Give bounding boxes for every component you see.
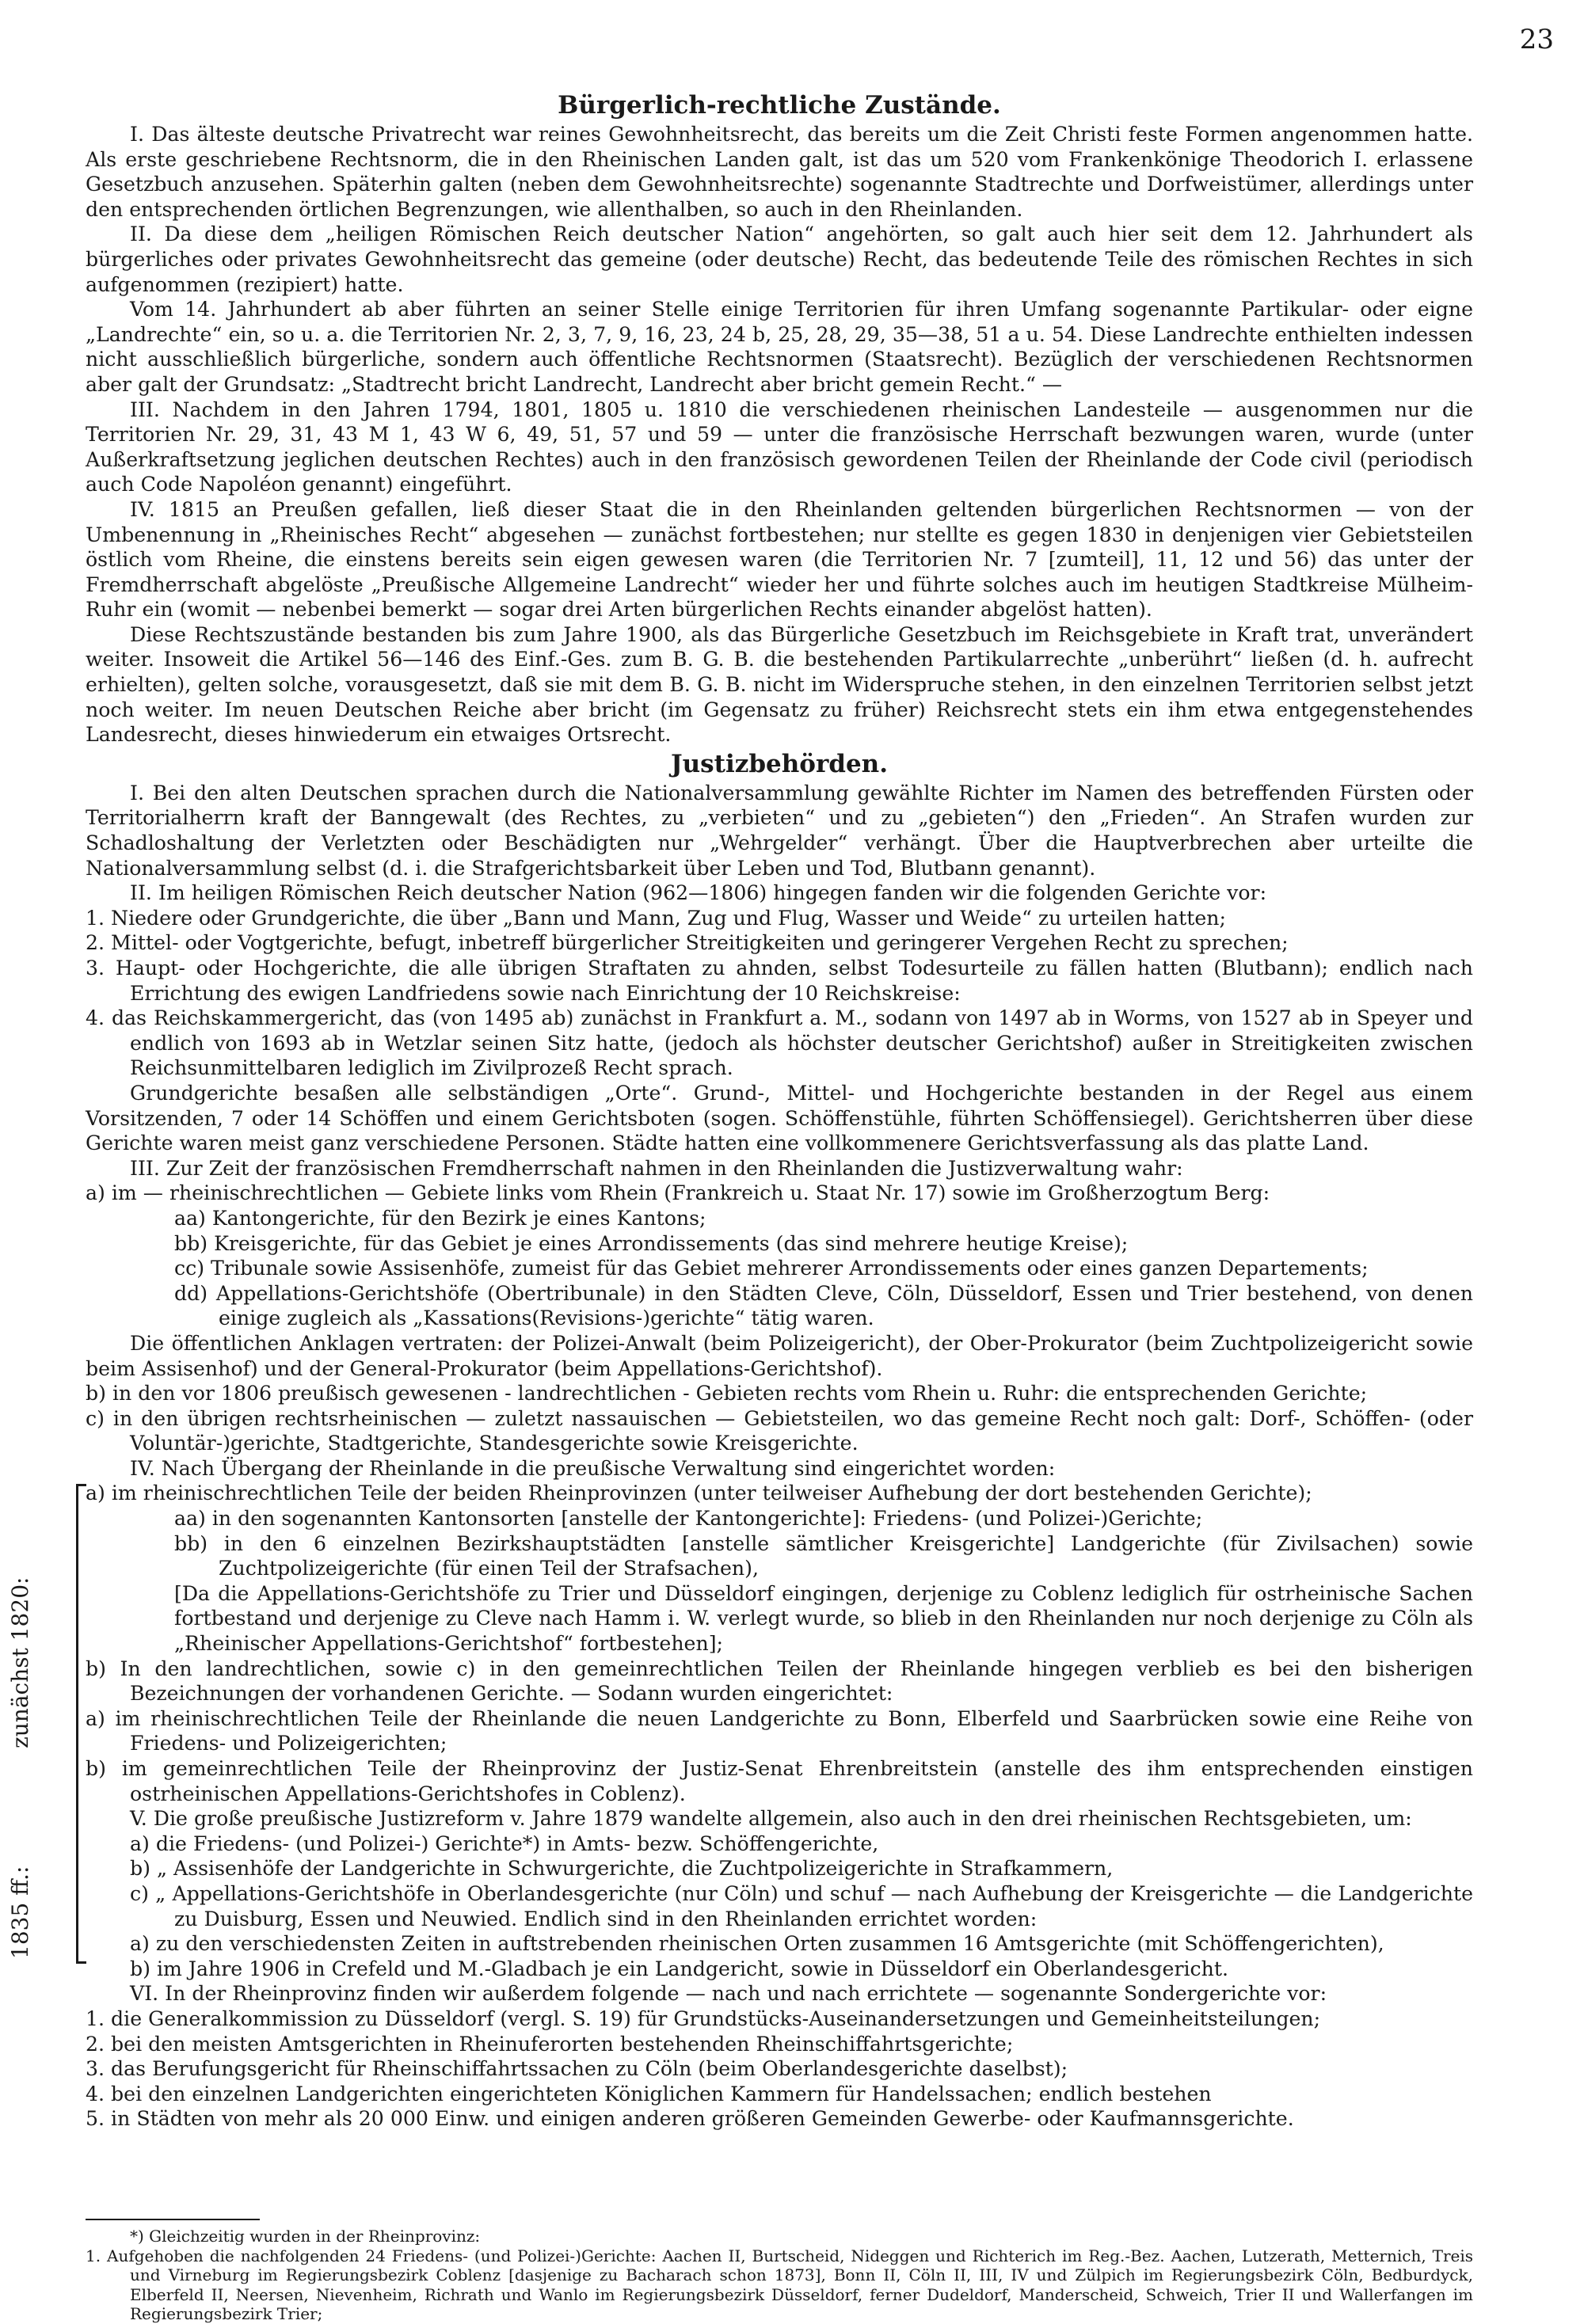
list-item: 2. Mittel- oder Vogtgerichte, befugt, inbetreff bürgerlicher Streitigkeiten und geringerer Vergehen Recht zu sprechen; bbox=[86, 931, 1289, 955]
list-item: b) In den landrechtlichen, sowie c) in den gemeinrechtlichen Teilen der Rheinlande hingegen verblieb es bei den bisherigen Bezeichnungen der vorhandenen Gerichte. — Sodann wurden eingerichtet: bbox=[86, 1656, 1473, 1706]
list-item: 5. in Städten von mehr als 20 000 Einw. und einigen anderen größeren Gemeinden Gewerbe- oder Kaufmannsgerichte. bbox=[86, 2107, 1294, 2131]
footnote-rule bbox=[86, 2219, 260, 2220]
footnote-star: *) Gleichzeitig wurden in der Rheinprovinz: bbox=[130, 2227, 481, 2246]
list-item: a) im rheinischrechtlichen Teile der beiden Rheinprovinzen (unter teilweiser Aufhebung der dort bestehenden Gerichte); bbox=[86, 1482, 1312, 1505]
paragraph: II. Im heiligen Römischen Reich deutscher Nation (962—1806) hingegen fanden wir die folgenden Gerichte vor: bbox=[130, 881, 1267, 905]
list-item: b) „ Assisenhöfe der Landgerichte in Schwurgerichte, die Zuchtpolizeigerichte in Strafkammern, bbox=[130, 1857, 1114, 1881]
heading-justizbehoerden: Justizbehörden. bbox=[670, 749, 889, 778]
footnote-item: 1. Aufgehoben die nachfolgenden 24 Friedens- (und Polizei-)Gerichte: Aachen II, Burtscheid, Nideggen und Richterich im Reg.-Bez. Aachen, Lutzerath, Metternich, Treis und Virneburg im Regierungsbezirk Coblenz [dasjenige zu Bacharach schon 1873], Bonn II, Cöln II, III, IV und Zülpich im Regierungsbezirk Cöln, Bedburdyck, Elberfeld II, Neersen, Nievenheim, Richrath und Wanlo im Regierungsbezirk Düsseldorf, ferner Dudeldorf, Manderscheid, Schweich, Trier II und Wallerfangen im Regierungsbezirk Trier; bbox=[86, 2246, 1473, 2323]
paragraph: Die öffentlichen Anklagen vertraten: der Polizei-Anwalt (beim Polizeigericht), der Ober-Prokurator (beim Zuchtpolizeigericht sowie beim Assisenhof) und der General-Prokurator (beim Appellations-Gerichtshof). bbox=[86, 1331, 1473, 1380]
list-item: 4. das Reichskammergericht, das (von 1495 ab) zunächst in Frankfurt a. M., sodann von 1497 ab in Worms, von 1527 ab in Speyer und endlich von 1693 ab in Wetzlar seinen Sitz hatte, (jedoch als höchster deutscher Gerichtshof) außer in Streitigkeiten zwischen Reichsunmittelbaren lediglich im Zivilprozeß Recht sprach. bbox=[86, 1006, 1473, 1080]
paragraph: I. Bei den alten Deutschen sprachen durch die Nationalversammlung gewählte Richter im Namen des betreffenden Fürsten oder Territorialherrn kraft der Banngewalt (des Rechtes, zu „verbieten“ und zu „gebieten“) den „Frieden“. An Strafen wurden zur Schadloshaltung der Verletzten oder Beschädigten nur „Wehrgelder“ verhängt. Über die Hauptverbrechen aber urteilte die Nationalversammlung selbst (d. i. die Strafgerichtsbarkeit über Leben und Tod, Blutbann genannt). bbox=[86, 781, 1473, 880]
paragraph: V. Die große preußische Justizreform v. Jahre 1879 wandelte allgemein, also auch in den drei rheinischen Rechtsgebieten, um: bbox=[130, 1807, 1412, 1831]
list-item: c) „ Appellations-Gerichtshöfe in Oberlandesgerichte (nur Cöln) und schuf — nach Aufhebung der Kreisgerichte — die Landgerichte zu Duisburg, Essen und Neuwied. Endlich sind in den Rheinlanden errichtet worden: bbox=[130, 1881, 1473, 1930]
paragraph: III. Nachdem in den Jahren 1794, 1801, 1805 u. 1810 die verschiedenen rheinischen Landesteile — ausgenommen nur die Territorien Nr. 29, 31, 43 M 1, 43 W 6, 49, 51, 57 und 59 — unter die französische Herrschaft bezwungen waren, wurde (unter Außerkraftsetzung jeglichen deutschen Rechtes) auch in den französisch gewordenen Teilen der Rheinlande der Code civil (periodisch auch Code Napoléon genannt) eingeführt. bbox=[86, 397, 1473, 496]
list-item: a) zu den verschiedensten Zeiten in auftstrebenden rheinischen Orten zusammen 16 Amtsgerichte (mit Schöffengerichten), bbox=[130, 1932, 1384, 1956]
list-item: aa) in den sogenannten Kantonsorten [anstelle der Kantongerichte]: Friedens- (und Polizei-)Gerichte; bbox=[174, 1507, 1203, 1531]
list-item: 3. Haupt- oder Hochgerichte, die alle übrigen Straftaten zu ahnden, selbst Todesurteile zu fällen hatten (Blutbann); endlich nach Errichtung des ewigen Landfriedens sowie nach Einrichtung der 10 Reichskreise: bbox=[86, 957, 1473, 1005]
page-number: 23 bbox=[1519, 24, 1554, 55]
list-item: 2. bei den meisten Amtsgerichten in Rheinuferorten bestehenden Rheinschiffahrtsgerichte; bbox=[86, 2032, 1014, 2056]
paragraph: III. Zur Zeit der französischen Fremdherrschaft nahmen in den Rheinlanden die Justizverwaltung wahr: bbox=[130, 1156, 1183, 1180]
list-item: a) im rheinischrechtlichen Teile der Rheinlande die neuen Landgerichte zu Bonn, Elberfeld und Saarbrücken sowie eine Reihe von Friedens- und Polizeigerichten; bbox=[86, 1706, 1473, 1755]
side-label-1835: 1835 ff.: bbox=[7, 1866, 33, 1960]
list-item: dd) Appellations-Gerichtshöfe (Obertribunale) in den Städten Cleve, Cöln, Düsseldorf, Essen und Trier bestehend, von denen einige zugleich als „Kassations(Revisions-)gerichte“ tätig waren. bbox=[174, 1281, 1473, 1330]
list-item: bb) in den 6 einzelnen Bezirkshauptstädten [anstelle sämtlicher Kreisgerichte] Landgerichte (für Zivilsachen) sowie Zuchtpolizeigerichte (für einen Teil der Strafsachen), bbox=[174, 1531, 1473, 1580]
paragraph: Grundgerichte besaßen alle selbständigen „Orte“. Grund-, Mittel- und Hochgerichte bestanden in der Regel aus einem Vorsitzenden, 7 oder 14 Schöffen und einem Gerichtsboten (sogen. Schöffenstühle, führten Schöffensiegel). Gerichtsherren über diese Gerichte waren meist ganz verschiedene Personen. Städte hatten eine vollkommenere Gerichtsverfassung als das platte Land. bbox=[86, 1081, 1473, 1155]
footnote bbox=[86, 2227, 1473, 2324]
list-item: cc) Tribunale sowie Assisenhöfe, zumeist für das Gebiet mehrerer Arrondissements oder eines ganzen Departements; bbox=[174, 1257, 1369, 1280]
list-item: 4. bei den einzelnen Landgerichten eingerichteten Königlichen Kammern für Handelssachen; endlich bestehen bbox=[86, 2082, 1212, 2105]
paragraph: IV. 1815 an Preußen gefallen, ließ dieser Staat die in den Rheinlanden geltenden bürgerlichen Rechtsnormen — von der Umbenennung in „Rheinisches Recht“ abgesehen — zunächst fortbestehen; nur stellte es gegen 1830 in denjenigen vier Gebietsteilen östlich vom Rheine, die einstens bereits sein eigen gewesen waren (die Territorien Nr. 7 [zumteil], 11, 12 und 56) das unter der Fremdherrschaft abgelöste „Preußische Allgemeine Landrecht“ wieder her und führte solches auch im heutigen Stadtkreise Mülheim-Ruhr ein (womit — nebenbei bemerkt — sogar drei Arten bürgerlichen Rechts einander abgelöst hatten). bbox=[86, 497, 1473, 622]
paragraph: Vom 14. Jahrhundert ab aber führten an seiner Stelle einige Territorien für ihren Umfang sogenannte Partikular- oder eigne „Landrechte“ ein, so u. a. die Territorien Nr. 2, 3, 7, 9, 16, 23, 24 b, 25, 28, 29, 35—38, 51 a u. 54. Diese Landrechte enthielten indessen nicht ausschließlich bürgerliche, sondern auch öffentliche Rechtsnormen (Staatsrecht). Bezüglich der verschiedenen Rechtsnormen aber galt der Grundsatz: „Stadtrecht bricht Landrecht, Landrecht aber bricht gemein Recht.“ — bbox=[86, 298, 1473, 396]
list-item: a) die Friedens- (und Polizei-) Gerichte*) in Amts- bezw. Schöffengerichte, bbox=[130, 1831, 879, 1855]
side-label-1820: zunächst 1820: bbox=[7, 1577, 33, 1749]
heading-buergerlich: Bürgerlich-rechtliche Zustände. bbox=[558, 91, 1001, 120]
list-item: c) in den übrigen rechtsrheinischen — zuletzt nassauischen — Gebietsteilen, wo das gemeine Recht noch galt: Dorf-, Schöffen- (oder Voluntär-)gerichte, Stadtgerichte, Standesgerichte sowie Kreisgerichte. bbox=[86, 1406, 1473, 1455]
list-item: b) im gemeinrechtlichen Teile der Rheinprovinz der Justiz-Senat Ehrenbreitstein (anstelle des ihm entsprechenden einstigen ostrheinischen Appellations-Gerichtshofes in Coblenz). bbox=[86, 1757, 1473, 1805]
paragraph: IV. Nach Übergang der Rheinlande in die preußische Verwaltung sind eingerichtet worden: bbox=[130, 1456, 1056, 1480]
list-item: aa) Kantongerichte, für den Bezirk je eines Kantons; bbox=[174, 1206, 706, 1230]
paragraph: VI. In der Rheinprovinz finden wir außerdem folgende — nach und nach errichtete — sogenannte Sondergerichte vor: bbox=[130, 1982, 1327, 2006]
list-item: 3. das Berufungsgericht für Rheinschiffahrtssachen zu Cöln (beim Oberlandesgerichte daselbst); bbox=[86, 2057, 1068, 2081]
list-item: 1. Niedere oder Grundgerichte, die über „Bann und Mann, Zug und Flug, Wasser und Weide“ zu urteilen hatten; bbox=[86, 906, 1226, 930]
list-item: b) in den vor 1806 preußisch gewesenen - landrechtlichen - Gebieten rechts vom Rhein u. Ruhr: die entsprechenden Gerichte; bbox=[86, 1382, 1368, 1405]
list-item: b) im Jahre 1906 in Crefeld und M.-Gladbach je ein Landgericht, sowie in Düsseldorf ein Oberlandesgericht. bbox=[130, 1957, 1228, 1980]
paragraph: Diese Rechtszustände bestanden bis zum Jahre 1900, als das Bürgerliche Gesetzbuch im Reichsgebiete in Kraft trat, unverändert weiter. Insoweit die Artikel 56—146 des Einf.-Ges. zum B. G. B. die bestehenden Partikularrechte „unberührt“ ließen (d. h. aufrecht erhielten), gelten solche, vorausgesetzt, daß sie mit dem B. G. B. nicht im Widerspruche stehen, in den einzelnen Territorien selbst jetzt noch weiter. Im neuen Deutschen Reiche aber bricht (im Gegensatz zu früher) Reichsrecht stets ein ihm etwa entgegenstehendes Landesrecht, dieses hinwiederum ein etwaiges Ortsrecht. bbox=[86, 622, 1473, 747]
list-item: 1. die Generalkommission zu Düsseldorf (vergl. S. 19) für Grundstücks-Auseinandersetzungen und Gemeinheitsteilungen; bbox=[86, 2006, 1321, 2030]
paragraph: I. Das älteste deutsche Privatrecht war reines Gewohnheitsrecht, das bereits um die Zeit Christi feste Formen angenommen hatte. Als erste geschriebene Rechtsnorm, die in den Rheinischen Landen galt, ist das um 520 vom Frankenkönige Theodorich I. erlassene Gesetzbuch anzusehen. Späterhin galten (neben dem Gewohnheitsrechte) sogenannte Stadtrechte und Dorfweistümer, allerdings unter den entsprechenden örtlichen Begrenzungen, wie allenthalben, so auch in den Rheinlanden. bbox=[86, 123, 1473, 221]
note: [Da die Appellations-Gerichtshöfe zu Trier und Düsseldorf eingingen, derjenige zu Coblenz lediglich für ostrheinische Sachen fortbestand und derjenige zu Cleve nach Hamm i. W. verlegt wurde, so blieb in den Rheinlanden nur noch derjenige zu Cöln als „Rheinischer Appellations-Gerichtshof“ fortbestehen]; bbox=[174, 1581, 1473, 1656]
list-item: a) im — rheinischrechtlichen — Gebiete links vom Rhein (Frankreich u. Staat Nr. 17) sowie im Großherzogtum Berg: bbox=[86, 1181, 1270, 1205]
main-text bbox=[7, 89, 1473, 2132]
list-item: bb) Kreisgerichte, für das Gebiet je eines Arrondissements (das sind mehrere heutige Kreise); bbox=[174, 1231, 1129, 1255]
paragraph: II. Da diese dem „heiligen Römischen Reich deutscher Nation“ angehörten, so galt auch hier seit dem 12. Jahrhundert als bürgerliches oder privates Gewohnheitsrecht das gemeine (oder deutsche) Recht, das bedeutende Teile des römischen Rechtes in sich aufgenommen (rezipiert) hatte. bbox=[86, 223, 1473, 296]
